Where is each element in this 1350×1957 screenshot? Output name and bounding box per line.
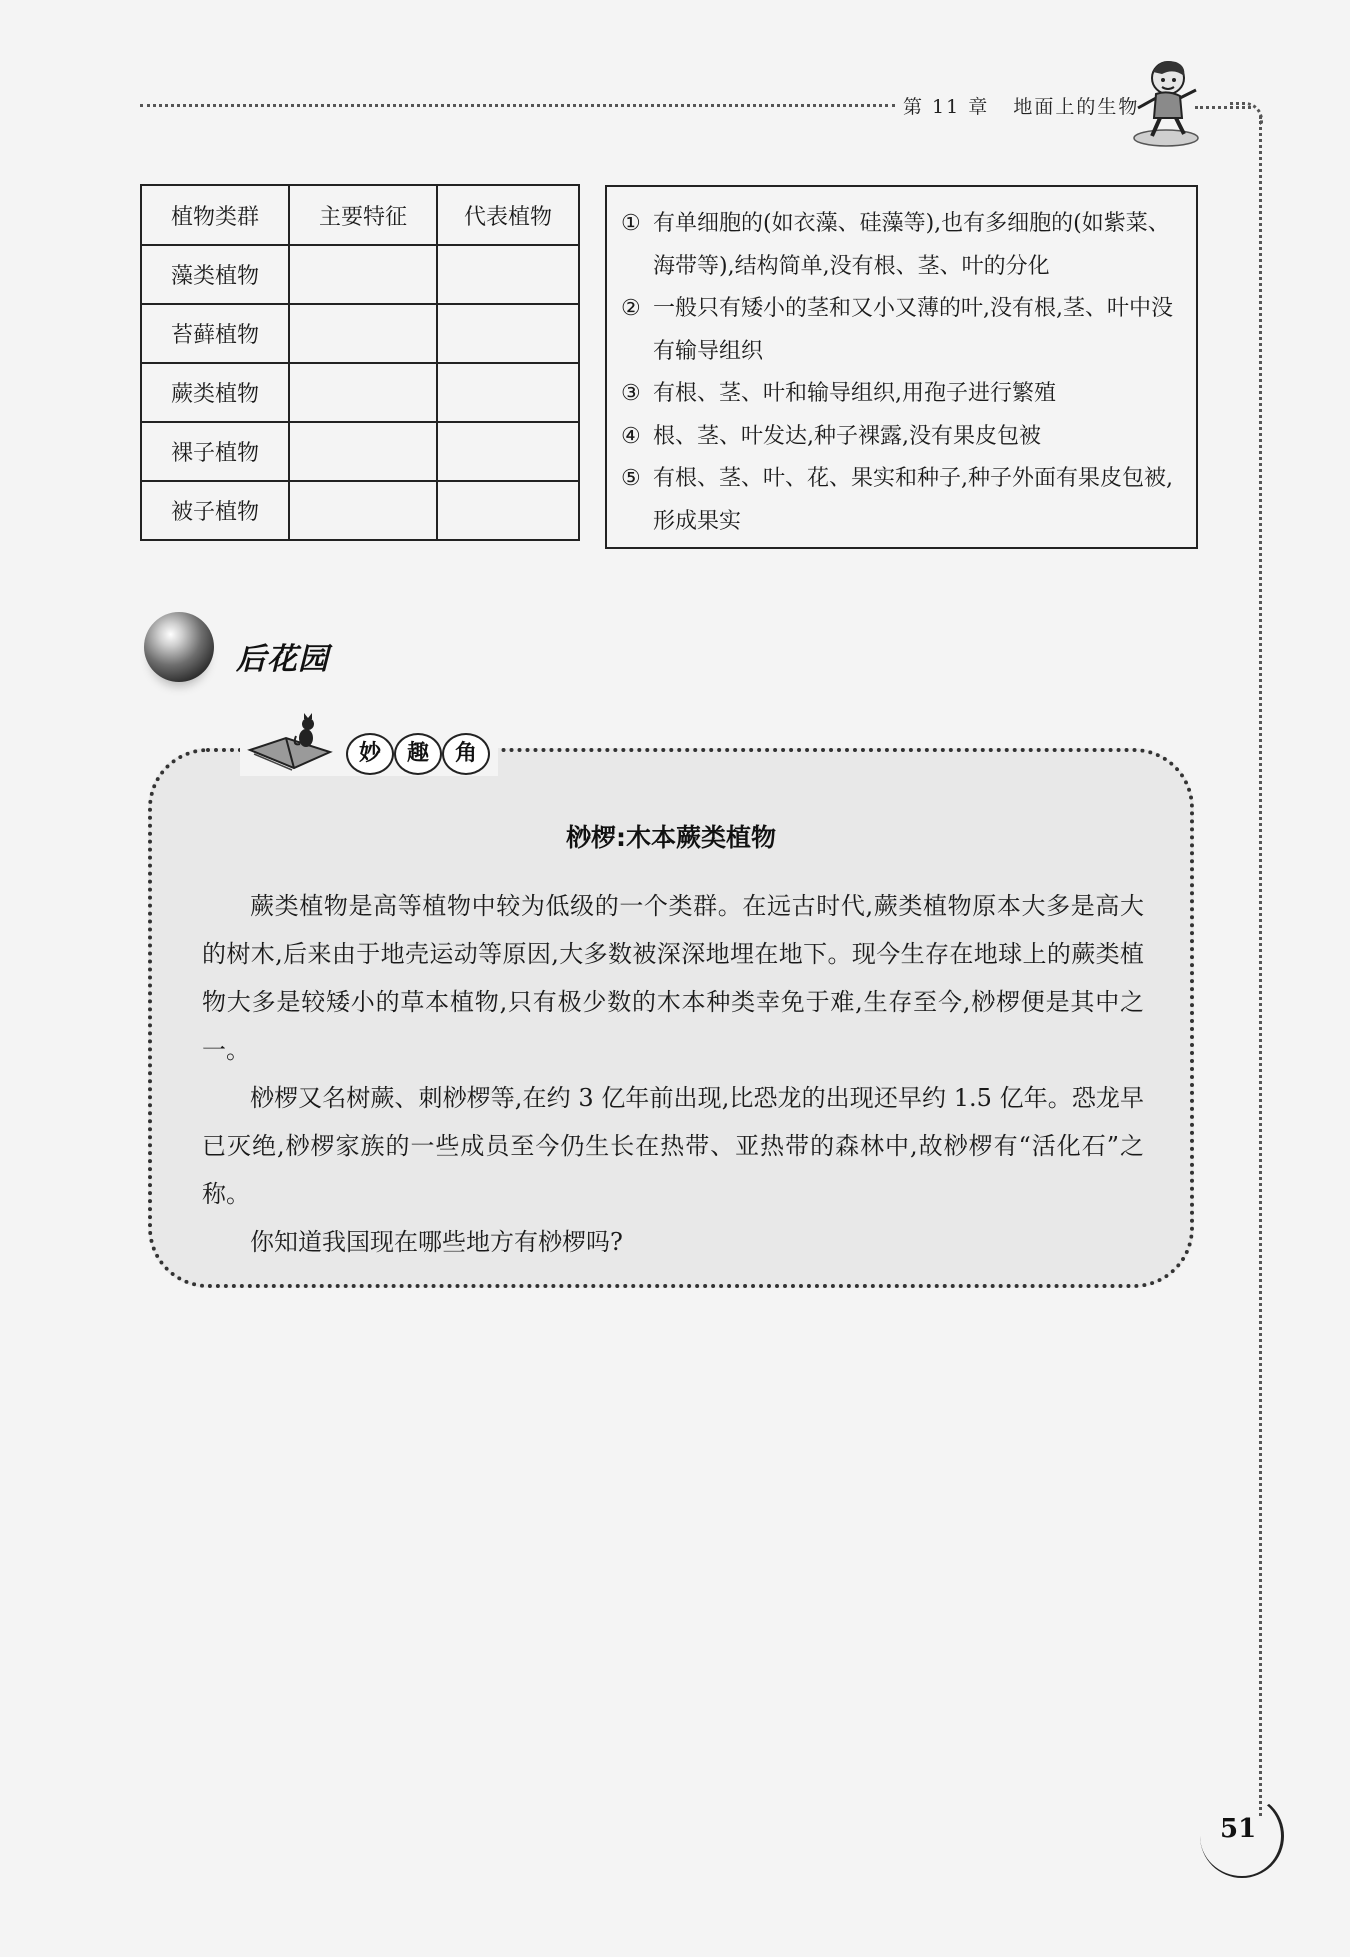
example-blank-cell[interactable]	[437, 422, 579, 481]
example-blank-cell[interactable]	[437, 304, 579, 363]
feature-blank-cell[interactable]	[289, 304, 437, 363]
plant-group-cell: 藻类植物	[141, 245, 289, 304]
example-blank-cell[interactable]	[437, 481, 579, 540]
page-number: 51	[1220, 1814, 1257, 1844]
mascot-icon	[1126, 56, 1206, 150]
section-title: 后花园	[236, 642, 329, 677]
sphere-icon	[144, 612, 214, 682]
book-cat-icon	[246, 708, 334, 774]
option-number: ②	[621, 296, 641, 321]
option-number: ⑤	[621, 466, 641, 491]
table-row	[141, 304, 579, 363]
table-header-row	[141, 185, 579, 245]
chapter-number: 第 11 章	[903, 96, 990, 118]
article-paragraph: 你知道我国现在哪些地方有桫椤吗?	[250, 1228, 623, 1256]
table-header-cell: 主要特征	[289, 185, 437, 245]
plant-group-cell: 蕨类植物	[141, 363, 289, 422]
article-paragraph: 桫椤又名树蕨、刺桫椤等,在约 3 亿年前出现,比恐龙的出现还早约 1.5 亿年。恐龙早已灭绝,桫椤家族的一些成员至今仍生长在热带、亚热带的森林中,故桫椤有“活化石”之称。	[202, 1084, 1144, 1208]
option-number: ③	[621, 381, 641, 406]
table-row	[141, 245, 579, 304]
option-number: ④	[621, 423, 641, 449]
table-row	[141, 481, 579, 540]
feature-blank-cell[interactable]	[289, 481, 437, 540]
option-text: 根、茎、叶发达,种子裸露,没有果皮包被	[653, 423, 1041, 449]
feature-blank-cell[interactable]	[289, 245, 437, 304]
plant-group-cell: 被子植物	[141, 481, 289, 540]
option-item	[621, 458, 1182, 543]
option-text: 有单细胞的(如衣藻、硅藻等),也有多细胞的(如紫菜、海带等),结构简单,没有根、茎、叶的分化	[653, 211, 1170, 279]
article-body	[202, 882, 1144, 1266]
table-header-cell: 植物类群	[141, 185, 289, 245]
plant-group-table	[140, 184, 580, 541]
example-blank-cell[interactable]	[437, 245, 579, 304]
option-text: 一般只有矮小的茎和又小又薄的叶,没有根,茎、叶中没有输导组织	[653, 296, 1173, 364]
option-number: ①	[621, 211, 641, 236]
plant-group-cell: 裸子植物	[141, 422, 289, 481]
margin-rule	[1259, 116, 1262, 1816]
option-item	[621, 288, 1182, 373]
header-rule	[140, 104, 895, 107]
article-paragraph: 蕨类植物是高等植物中较为低级的一个类群。在远古时代,蕨类植物原本大多是高大的树木,后来由于地壳运动等原因,大多数被深深地埋在地下。现今生存在地球上的蕨类植物大多是较矮小的草本植物,只有极少数的木本种类幸免于难,生存至今,桫椤便是其中之一。	[202, 892, 1144, 1064]
badge-char: 角	[442, 733, 490, 775]
plant-group-cell: 苔藓植物	[141, 304, 289, 363]
feature-blank-cell[interactable]	[289, 422, 437, 481]
option-text: 有根、茎、叶和输导组织,用孢子进行繁殖	[653, 381, 1056, 406]
running-header	[903, 92, 1139, 119]
table-header-cell: 代表植物	[437, 185, 579, 245]
article-title: 桫椤:木本蕨类植物	[566, 823, 776, 852]
table-row	[141, 363, 579, 422]
badge-char: 妙	[346, 733, 394, 775]
feature-blank-cell[interactable]	[289, 363, 437, 422]
option-item	[621, 203, 1182, 288]
option-item	[621, 373, 1182, 416]
option-text: 有根、茎、叶、花、果实和种子,种子外面有果皮包被,形成果实	[653, 466, 1173, 534]
table-row	[141, 422, 579, 481]
badge-char: 趣	[394, 733, 442, 775]
option-item	[621, 416, 1182, 459]
feature-options-box	[605, 185, 1198, 549]
example-blank-cell[interactable]	[437, 363, 579, 422]
chapter-title: 地面上的生物	[1013, 96, 1140, 118]
